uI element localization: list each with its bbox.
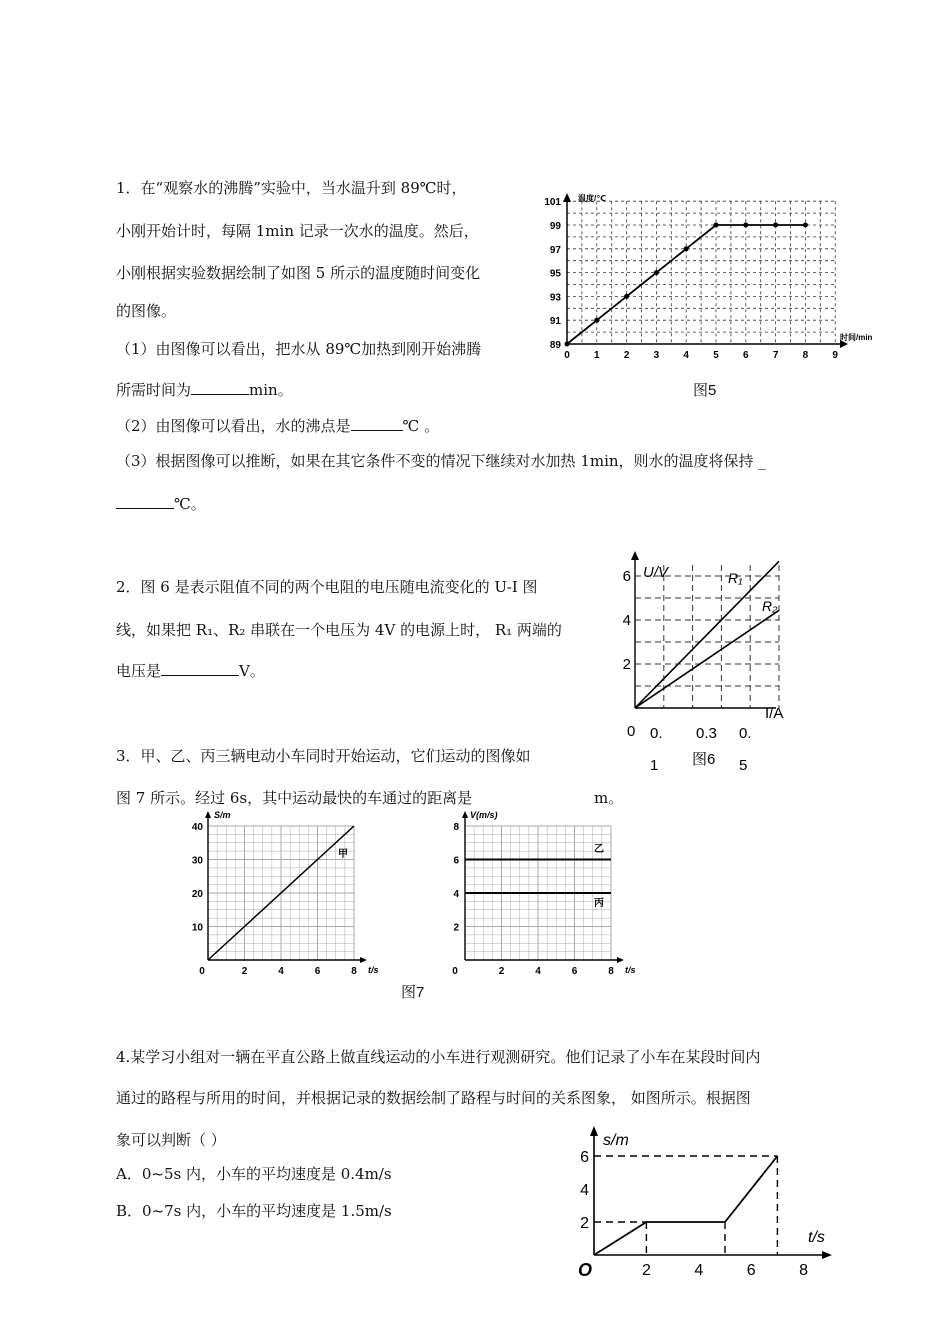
fig7a-chart <box>180 806 380 976</box>
q4-line-3: 象可以判断（ ） <box>116 1131 226 1149</box>
q4-option-b[interactable]: B．0~7s 内，小车的平均速度是 1.5m/s <box>116 1202 392 1220</box>
q1-sub-2 <box>116 416 439 436</box>
fig8-xtick: 6 <box>746 1262 756 1279</box>
fig8-chart <box>560 1122 860 1282</box>
q4-line-2: 通过的路程与所用的时间，并根据记录的数据绘制了路程与时间的关系图象， 如图所示。根据图 <box>116 1089 751 1107</box>
fig7a-ytick: 30 <box>191 855 203 867</box>
fig7b-xtick: 4 <box>535 966 541 976</box>
fig5-ytick: 91 <box>549 316 561 328</box>
fig5-chart <box>540 188 880 370</box>
q2-line-3 <box>116 661 265 681</box>
fig7a-xtick: 2 <box>241 966 248 976</box>
fig7a-series-label: 甲 <box>338 849 348 860</box>
q2-line-1: 2．图 6 是表示阻值不同的两个电阻的电压随电流变化的 U-I 图 <box>116 578 538 596</box>
fig5-grid <box>567 201 835 344</box>
fig7b-ytick: 8 <box>453 822 459 833</box>
fig7b-series-label-yi: 乙 <box>594 844 604 855</box>
q1-sub-3a: （3）根据图像可以推断，如果在其它条件不变的情况下继续对水加热 1min，则水的温度将保持 _ <box>116 452 766 470</box>
fig8-ytick: 4 <box>580 1182 589 1199</box>
fig6-series-line-2 <box>635 610 779 708</box>
fig5-ytick: 93 <box>549 292 561 304</box>
fig7b-xtick: 8 <box>608 966 614 976</box>
fig5-data-point <box>594 318 599 323</box>
fig5-data-point <box>714 223 719 228</box>
answer-blank[interactable] <box>116 494 174 509</box>
fig5-xtick: 8 <box>802 350 809 361</box>
fig6-chart <box>608 548 808 778</box>
q1-line-2: 小刚开始计时，每隔 1min 记录一次水的温度。然后， <box>116 222 479 240</box>
fig7a-xtick: 4 <box>278 966 284 976</box>
fig5-xtick: 7 <box>772 350 779 361</box>
fig5-xlabel: 时间/min <box>840 333 873 342</box>
fig6-xtick-1: 0. <box>650 725 663 742</box>
fig5-xtick: 9 <box>832 350 838 361</box>
fig6-caption: 图6 <box>692 751 716 768</box>
q2-line-3-post: V。 <box>239 662 265 680</box>
fig5-caption: 图5 <box>693 382 717 399</box>
fig7a-ytick: 20 <box>191 889 203 900</box>
fig6-r2-label: R₂ <box>762 598 778 614</box>
fig5-xtick: 6 <box>743 350 749 361</box>
fig8-xlabel: t/s <box>808 1229 825 1246</box>
q1-sub-2-pre: （2）由图像可以看出，水的沸点是 <box>116 417 351 435</box>
q4-line-1: 4.某学习小组对一辆在平直公路上做直线运动的小车进行观测研究。他们记录了小车在某段时间内 <box>116 1048 761 1066</box>
q1-sub-2-post: ℃ 。 <box>402 417 440 435</box>
answer-blank[interactable] <box>191 380 249 395</box>
fig7a-ytick: 10 <box>191 922 203 934</box>
q2-line-2: 线，如果把 R₁、R₂ 串联在一个电压为 4V 的电源上时， R₁ 两端的 <box>116 621 562 639</box>
fig5-xtick: 5 <box>713 350 719 361</box>
fig5-xtick: 4 <box>683 350 689 361</box>
fig8-data-line <box>594 1156 777 1255</box>
q3-line-1: 3．甲、乙、丙三辆电动小车同时开始运动，它们运动的图像如 <box>116 747 531 765</box>
fig5-ytick: 99 <box>549 221 561 232</box>
fig8-xtick: 2 <box>641 1262 651 1279</box>
fig7b-xtick: 2 <box>498 966 505 976</box>
fig5-y-arrow <box>563 193 571 202</box>
fig6-xtick-3: 0. <box>739 725 752 742</box>
fig7a-xtick: 8 <box>351 966 357 976</box>
fig7b-ytick: 4 <box>453 889 459 900</box>
fig6-r1-label: R₁ <box>728 570 743 586</box>
fig7b-series-label-bing: 丙 <box>594 898 604 909</box>
fig6-xtick-0: 0 <box>627 723 636 740</box>
fig5-xtick: 1 <box>594 350 600 361</box>
fig6-xlabel: I/A <box>765 705 784 722</box>
fig8-ylabel: s/m <box>603 1132 629 1149</box>
q1-sub-3b-post: ℃。 <box>174 495 206 513</box>
fig5-ylabel: 温度/℃ <box>578 194 606 203</box>
fig8-ytick: 2 <box>580 1215 589 1232</box>
fig6-xtick-4: 1 <box>650 757 659 774</box>
fig5-xtick: 2 <box>623 350 630 361</box>
q2-line-3-pre: 电压是 <box>116 662 162 680</box>
answer-blank[interactable] <box>351 416 403 431</box>
answer-blank[interactable] <box>161 661 239 676</box>
fig7b-chart <box>432 806 642 976</box>
fig5-data-point <box>803 223 808 228</box>
q1-sub-1a: （1）由图像可以看出，把水从 89℃加热到刚开始沸腾 <box>116 340 482 358</box>
fig5-data-line <box>567 225 805 344</box>
q1-line-4: 的图像。 <box>116 302 177 320</box>
fig8-origin: O <box>578 1260 593 1280</box>
q4-option-a[interactable]: A．0~5s 内，小车的平均速度是 0.4m/s <box>116 1165 392 1183</box>
fig5-data-point <box>624 294 629 299</box>
fig6-ylabel: U/V <box>643 564 669 581</box>
fig7b-ylabel: V(m/s) <box>470 810 498 820</box>
fig7a-ytick: 40 <box>191 822 203 833</box>
fig6-y-arrow <box>631 551 639 560</box>
fig5-data-point <box>654 270 659 275</box>
fig5-xtick: 3 <box>653 350 660 361</box>
fig7a-ylabel: S/m <box>214 810 231 820</box>
fig5-xtick: 0 <box>564 350 570 361</box>
fig7b-ytick: 6 <box>453 855 459 867</box>
fig5-ytick: 97 <box>549 244 561 256</box>
q1-sub-1b-pre: 所需时间为 <box>116 381 192 399</box>
fig5-ytick: 89 <box>549 340 561 351</box>
fig6-xtick-2: 0.3 <box>696 725 717 742</box>
fig8-xtick: 4 <box>694 1262 704 1279</box>
q3-line-2-unit: m。 <box>594 789 624 807</box>
fig7b-xtick: 6 <box>571 966 578 976</box>
fig7a-xlabel: t/s <box>368 965 379 975</box>
fig5-data-point <box>684 246 689 251</box>
fig6-ytick: 4 <box>622 612 631 629</box>
fig5-data-point <box>565 342 570 347</box>
fig6-ytick: 2 <box>622 656 631 673</box>
q1-sub-1b-post: min。 <box>249 381 293 399</box>
fig7a-xtick: 6 <box>314 966 321 976</box>
q1-line-1: 1．在“观察水的沸腾”实验中，当水温升到 89℃时， <box>116 179 467 197</box>
q3-line-2: 图 7 所示。经过 6s，其中运动最快的车通过的距离是 <box>116 789 473 807</box>
fig5-ytick: 101 <box>544 197 561 209</box>
q1-sub-3b <box>116 494 206 514</box>
fig5-data-point <box>743 223 748 228</box>
fig8-xtick: 8 <box>799 1262 809 1279</box>
fig6-xtick-5: 5 <box>739 757 748 774</box>
fig7-caption: 图7 <box>401 984 425 1001</box>
fig8-ytick: 6 <box>580 1149 589 1166</box>
fig7b-xtick: 0 <box>452 966 458 976</box>
fig7a-xtick: 0 <box>199 966 205 976</box>
fig5-data-point <box>773 223 778 228</box>
q1-line-3: 小刚根据实验数据绘制了如图 5 所示的温度随时间变化 <box>116 264 481 282</box>
q1-sub-1b <box>116 380 293 400</box>
fig7b-ytick: 2 <box>453 922 459 934</box>
fig5-ytick: 95 <box>549 268 561 280</box>
fig7b-xlabel: t/s <box>625 965 636 975</box>
fig6-ytick: 6 <box>622 568 631 585</box>
